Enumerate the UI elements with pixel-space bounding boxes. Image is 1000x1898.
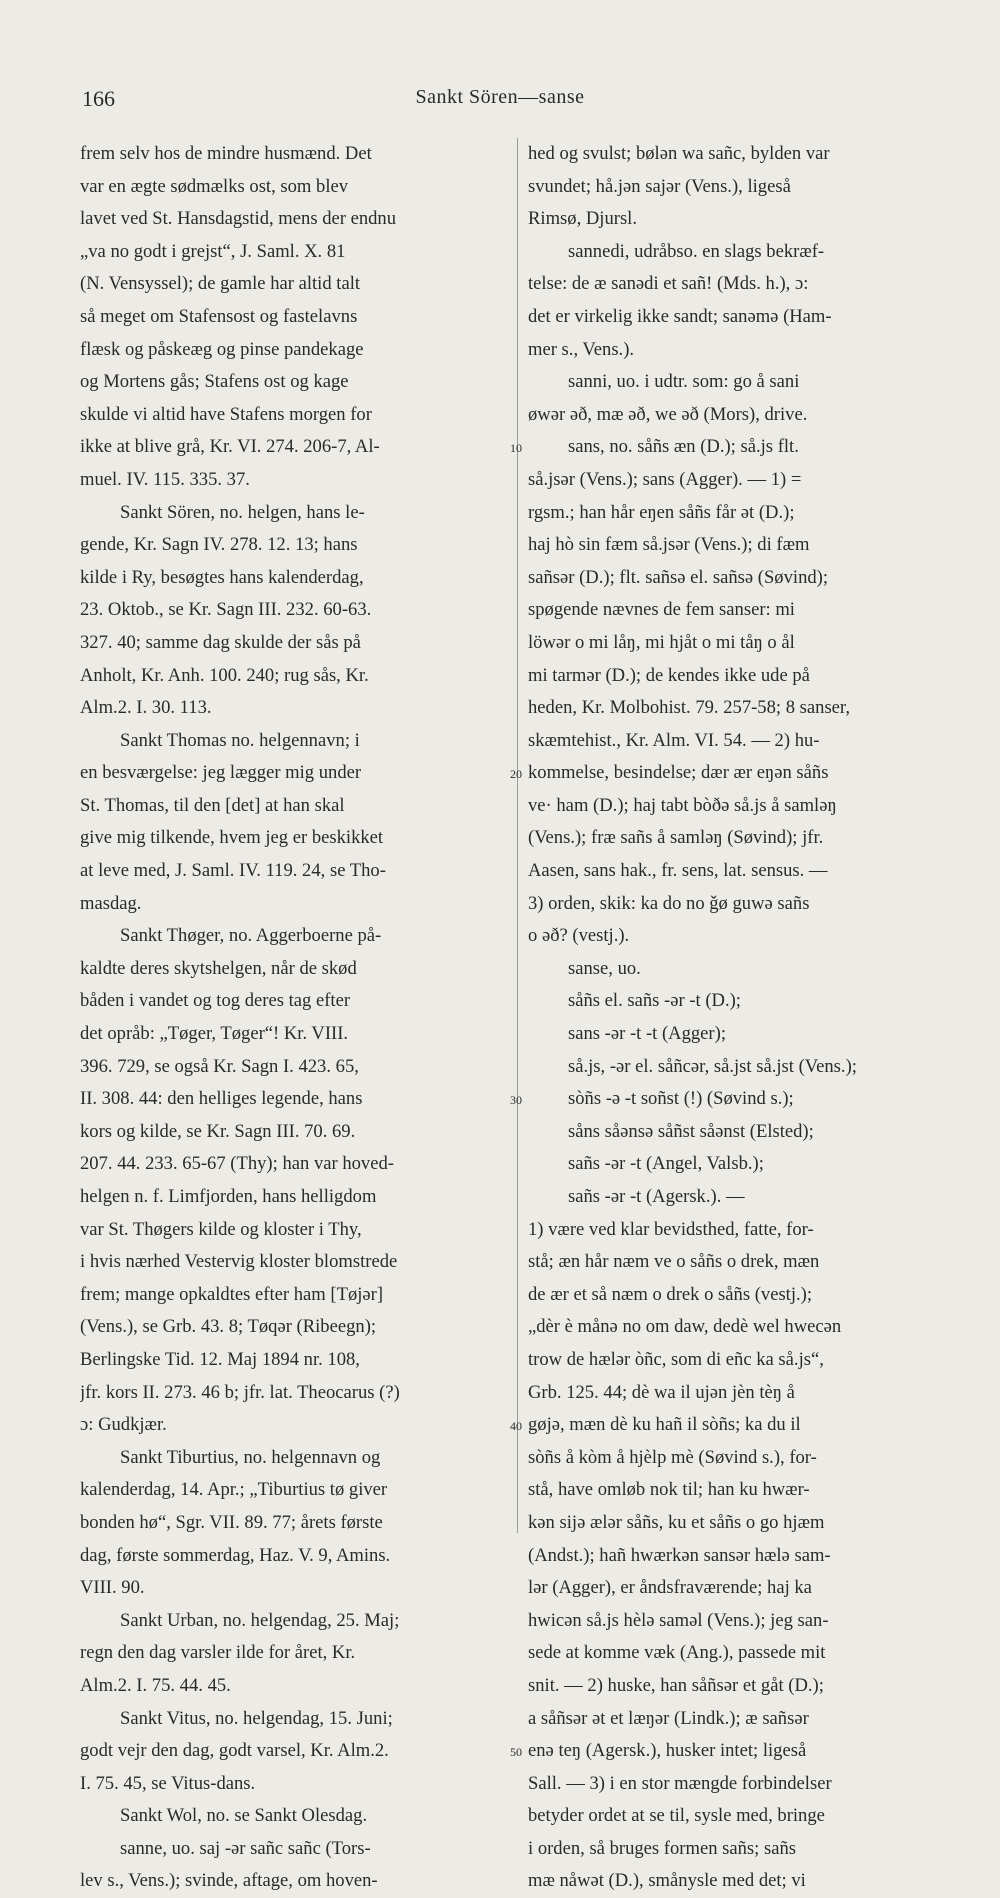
right-column-line: 3) orden, skik: ka do no ǧø guwə sañs [528, 892, 810, 914]
right-column-line: 1) være ved klar bevidsthed, fatte, for- [528, 1218, 814, 1240]
right-column-line: sanse, uo. [568, 957, 641, 979]
right-column-line: trow de hælər òñc, som di eñc ka så.js“, [528, 1348, 824, 1370]
left-column-line: Sankt Sören, no. helgen, hans le- [120, 501, 365, 523]
left-column-line: 327. 40; samme dag skulde der sås på [80, 631, 361, 653]
left-column-line: I. 75. 45, se Vitus-dans. [80, 1772, 256, 1794]
left-column-line: godt vejr den dag, godt varsel, Kr. Alm.2. [80, 1740, 389, 1762]
left-column-line: 23. Oktob., se Kr. Sagn III. 232. 60-63. [80, 599, 372, 621]
left-column-line: 207. 44. 233. 65-67 (Thy); han var hoved- [80, 1153, 394, 1175]
left-column-line: i hvis nærhed Vestervig kloster blomstrede [80, 1251, 398, 1273]
left-column-line: Alm.2. I. 75. 44. 45. [80, 1674, 231, 1696]
left-column-line: frem; mange opkaldtes efter ham [Tøjər] [80, 1283, 384, 1305]
right-column-line: øwər əð, mæ əð, we əð (Mors), drive. [528, 403, 808, 425]
left-column-line: „va no godt i grejst“, J. Saml. X. 81 [80, 240, 346, 262]
left-column-line: Sankt Thøger, no. Aggerboerne på- [120, 925, 382, 947]
left-column-line: så meget om Stafensost og fastelavns [80, 305, 358, 327]
left-column-line: gende, Kr. Sagn IV. 278. 12. 13; hans [80, 534, 358, 556]
left-column-line: Alm.2. I. 30. 113. [80, 697, 212, 719]
line-number-40: 40 [510, 1419, 522, 1433]
right-column-line: gøjə, mæn dè ku hañ il sòñs; ka du il [528, 1414, 801, 1436]
right-column-line: skæmtehist., Kr. Alm. VI. 54. — 2) hu- [528, 729, 820, 751]
right-column-line: Aasen, sans hak., fr. sens, lat. sensus. — [528, 860, 828, 882]
left-column-line: (N. Vensyssel); de gamle har altid talt [80, 273, 361, 295]
column-divider [517, 138, 518, 1533]
left-column-line: give mig tilkende, hvem jeg er beskikket [80, 827, 384, 849]
left-column-line: jfr. kors II. 273. 46 b; jfr. lat. Theocarus (?) [80, 1381, 400, 1403]
line-number-30: 30 [510, 1093, 522, 1107]
right-column-line: sòñs -ə -t soñst (!) (Søvind s.); [568, 1088, 794, 1110]
right-column-line: mer s., Vens.). [528, 338, 635, 360]
left-column-line: var St. Thøgers kilde og kloster i Thy, [80, 1218, 362, 1240]
left-column-line: ikke at blive grå, Kr. VI. 274. 206-7, Al- [80, 436, 380, 458]
left-column-line: skulde vi altid have Stafens morgen for [80, 403, 372, 425]
right-column-line: mæ nåwət (D.), smånysle med det; vi [528, 1870, 806, 1892]
right-column-line: stå, have omløb nok til; han ku hwær- [528, 1479, 810, 1501]
right-column-line: kən sijə ælər såñs, ku et såñs o go hjæm [528, 1511, 825, 1533]
right-column-line: sans, no. såñs æn (D.); så.js flt. [568, 436, 799, 458]
line-number-10: 10 [510, 441, 522, 455]
left-column-line: II. 308. 44: den helliges legende, hans [80, 1088, 363, 1110]
left-column-line: lev s., Vens.); svinde, aftage, om hoven- [80, 1870, 378, 1892]
right-column-line: sòñs å kòm å hjèlp mè (Søvind s.), for- [528, 1446, 817, 1468]
left-column-line: bonden hø“, Sgr. VII. 89. 77; årets første [80, 1511, 383, 1533]
left-column-line: dag, første sommerdag, Haz. V. 9, Amins. [80, 1544, 391, 1566]
right-column-line: så.js, -ər el. såñcər, så.jst så.jst (Vens.); [568, 1055, 857, 1077]
right-column-line: i orden, så bruges formen sañs; sañs [528, 1837, 797, 1859]
right-column-line: telse: de æ sanədi et sañ! (Mds. h.), ɔ: [528, 273, 809, 295]
right-column-line: Sall. — 3) i en stor mængde forbindelser [528, 1772, 832, 1794]
left-column-line: helgen n. f. Limfjorden, hans helligdom [80, 1186, 377, 1207]
right-column-line: såns såənsə såñst såənst (Elsted); [568, 1120, 814, 1142]
left-column-line: kilde i Ry, besøgtes hans kalenderdag, [80, 566, 364, 588]
left-column-line: Sankt Vitus, no. helgendag, 15. Juni; [120, 1707, 393, 1729]
line-number-50: 50 [510, 1745, 522, 1759]
right-column-line: (Vens.); fræ sañs å samləŋ (Søvind); jfr. [528, 827, 824, 849]
right-column-line: svundet; hå.jən sajər (Vens.), ligeså [528, 175, 791, 197]
right-column-line: ve· ham (D.); haj tabt bòðə så.js å samləŋ [528, 794, 837, 816]
left-column-line: St. Thomas, til den [det] at han skal [80, 794, 345, 816]
left-column-line: muel. IV. 115. 335. 37. [80, 468, 250, 490]
right-column-line: lər (Agger), er åndsfraværende; haj ka [528, 1577, 812, 1599]
left-column-line: var en ægte sødmælks ost, som blev [80, 175, 349, 197]
right-column-line: sañsər (D.); flt. sañsə el. sañsə (Søvind); [528, 566, 829, 588]
left-column-line: (Vens.), se Grb. 43. 8; Tøqər (Ribeegn); [80, 1316, 377, 1338]
right-column-line: o əð? (vestj.). [528, 925, 630, 947]
right-column-line: betyder ordet at se til, sysle med, bringe [528, 1805, 825, 1827]
left-column-line: 396. 729, se også Kr. Sagn I. 423. 65, [80, 1055, 359, 1077]
left-column-line: og Mortens gås; Stafens ost og kage [80, 371, 349, 393]
right-column-line: stå; æn hår næm ve o såñs o drek, mæn [528, 1251, 820, 1273]
right-column-line: det er virkelig ikke sandt; sanəmə (Ham- [528, 305, 832, 327]
right-column [528, 138, 960, 1898]
right-column-line: Grb. 125. 44; dè wa il ujən jèn tèŋ å [528, 1381, 795, 1403]
right-column-line: snit. — 2) huske, han såñsər et gåt (D.); [528, 1674, 824, 1696]
left-column-line: Berlingske Tid. 12. Maj 1894 nr. 108, [80, 1348, 360, 1370]
left-column-line: frem selv hos de mindre husmænd. Det [80, 143, 372, 164]
right-column-line: sannedi, udråbso. en slags bekræf- [568, 240, 825, 262]
page-number: 166 [82, 86, 115, 111]
right-column-line: kommelse, besindelse; dær ær eŋən såñs [528, 762, 829, 784]
right-column-line: spøgende nævnes de fem sanser: mi [528, 599, 795, 621]
line-number-20: 20 [510, 767, 522, 781]
left-column-line: båden i vandet og tog deres tag efter [80, 990, 351, 1012]
right-column-line: a såñsər ət et læŋər (Lindk.); æ sañsər [528, 1707, 809, 1729]
right-column-line: de ær et så næm o drek o såñs (vestj.); [528, 1283, 813, 1305]
right-column-line: såñs el. sañs -ər -t (D.); [568, 990, 741, 1012]
right-column-line: hed og svulst; bølən wa sañc, bylden var [528, 143, 830, 164]
right-column-line: så.jsər (Vens.); sans (Agger). — 1) = [528, 468, 802, 490]
right-column-line: Rimsø, Djursl. [528, 208, 637, 230]
right-column-line: sañs -ər -t (Angel, Valsb.); [568, 1153, 764, 1175]
left-column-line: Sankt Wol, no. se Sankt Olesdag. [120, 1805, 368, 1827]
right-column-line: (Andst.); hañ hwærkən sansər hælə sam- [528, 1544, 831, 1566]
left-column-line: sanne, uo. saj -ər sañc sañc (Tors- [120, 1837, 371, 1859]
right-column-line: rgsm.; han hår eŋen såñs får ət (D.); [528, 501, 795, 523]
left-column [80, 138, 507, 1898]
right-column-line: sanni, uo. i udtr. som: go å sani [568, 371, 800, 393]
left-column-line: kors og kilde, se Kr. Sagn III. 70. 69. [80, 1120, 356, 1142]
left-column-line: det opråb: „Tøger, Tøger“! Kr. VIII. [80, 1023, 349, 1045]
right-column-line: sans -ər -t -t (Agger); [568, 1023, 726, 1045]
right-column-line: heden, Kr. Molbohist. 79. 257-58; 8 sanser, [528, 697, 851, 719]
left-column-line: kalenderdag, 14. Apr.; „Tiburtius tø giver [80, 1479, 388, 1501]
right-column-line: sañs -ər -t (Agersk.). — [568, 1186, 745, 1207]
left-column-line: Sankt Tiburtius, no. helgennavn og [120, 1446, 381, 1468]
left-column-line: Anholt, Kr. Anh. 100. 240; rug sås, Kr. [80, 664, 369, 686]
right-column-line: hwicən så.js hèlə saməl (Vens.); jeg san- [528, 1609, 829, 1631]
left-column-line: at leve med, J. Saml. IV. 119. 24, se Tho- [80, 860, 386, 882]
left-column-line: VIII. 90. [80, 1577, 145, 1599]
left-column-line: flæsk og påskeæg og pinse pandekage [80, 338, 364, 360]
right-column-line: sede at komme væk (Ang.), passede mit [528, 1642, 826, 1664]
left-column-line: ɔ: Gudkjær. [80, 1414, 167, 1436]
left-column-line: en besværgelse: jeg lægger mig under [80, 762, 362, 784]
left-column-line: regn den dag varsler ilde for året, Kr. [80, 1642, 356, 1664]
right-column-line: enə teŋ (Agersk.), husker intet; ligeså [528, 1740, 807, 1762]
running-title: Sankt Sören—sanse [415, 86, 585, 108]
left-column-line: masdag. [80, 892, 142, 914]
left-column-line: lavet ved St. Hansdagstid, mens der endnu [80, 208, 397, 230]
right-column-line: haj hò sin fæm så.jsər (Vens.); di fæm [528, 534, 810, 556]
right-column-line: mi tarmər (D.); de kendes ikke ude på [528, 664, 810, 686]
right-column-line: „dèr è månə no om daw, dedè wel hwecən [528, 1316, 842, 1338]
right-column-line: löwər o mi låŋ, mi hjåt o mi tåŋ o ål [528, 631, 795, 653]
left-column-line: Sankt Thomas no. helgennavn; i [120, 729, 360, 751]
left-column-line: kaldte deres skytshelgen, når de skød [80, 957, 357, 979]
left-column-line: Sankt Urban, no. helgendag, 25. Maj; [120, 1609, 400, 1631]
